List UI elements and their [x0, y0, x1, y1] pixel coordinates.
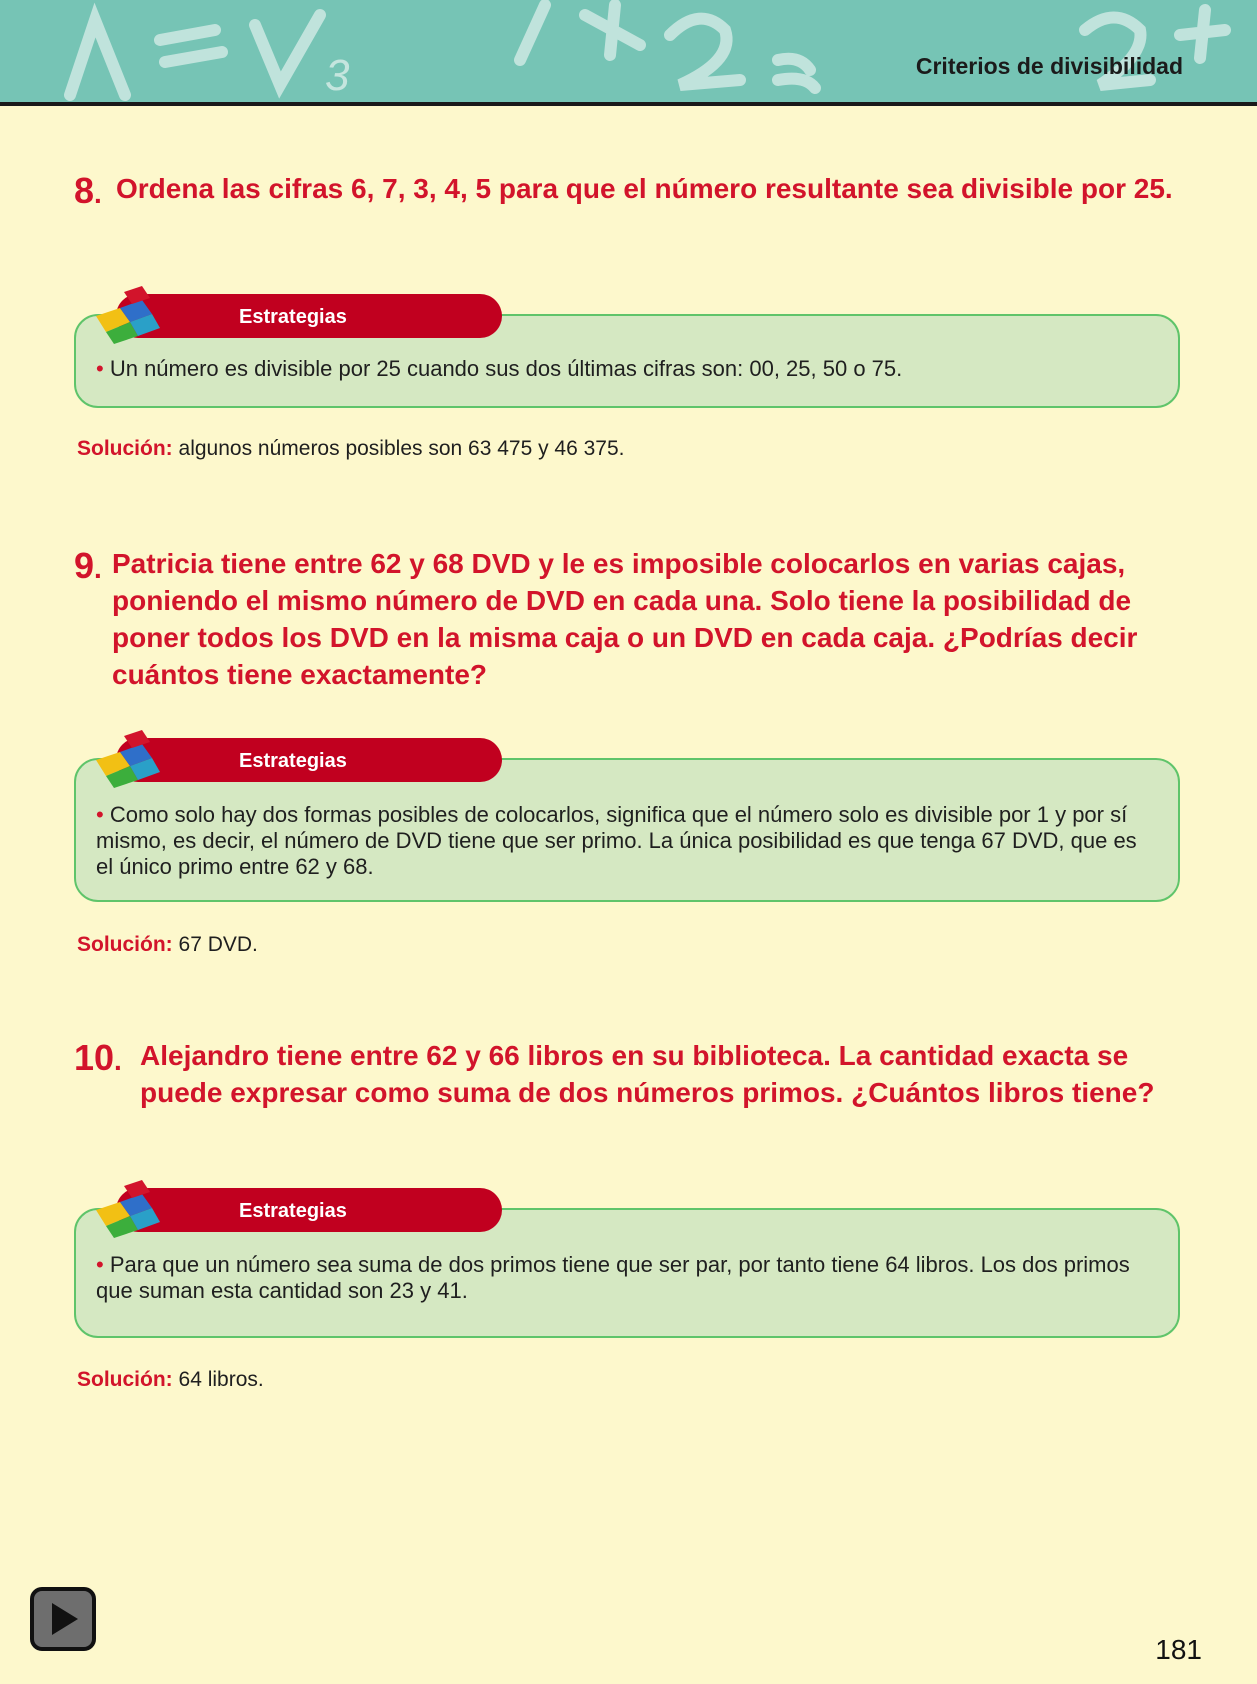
page-header: [0, 0, 1257, 106]
exercise-number-value: 10: [74, 1037, 115, 1078]
solution-text: algunos números posibles son 63 475 y 46 375.: [178, 437, 625, 460]
exercise-number: 10.: [74, 1037, 122, 1078]
strategy-box-8: [74, 294, 1184, 408]
puzzle-icon: [90, 286, 164, 346]
exercise-statement: Ordena las cifras 6, 7, 3, 4, 5 para que el número resultante sea divisible por 25.: [116, 173, 1173, 204]
strategy-label: Estrategias: [239, 750, 347, 772]
exercise-number: 9.: [74, 545, 102, 586]
strategy-box-10: [74, 1188, 1184, 1338]
exercise-number-value: 8: [74, 170, 95, 211]
chapter-title: Criterios de divisibilidad: [915, 53, 1183, 79]
exercise-10: [74, 1037, 1184, 1111]
strategy-tab: [116, 738, 502, 782]
strategy-text: • Para que un número sea suma de dos primos tiene que ser par, por tanto tiene 64 libros. Los dos primos que suman esta cantidad son 23 y 41.: [96, 1252, 1130, 1303]
solution-text: 67 DVD.: [178, 933, 258, 956]
solution-8: [77, 437, 625, 461]
strategy-tab: [116, 1188, 502, 1232]
solution-label: Solución:: [77, 1368, 173, 1391]
svg-text:3: 3: [325, 51, 350, 100]
play-button[interactable]: [30, 1587, 96, 1651]
strategy-label: Estrategias: [239, 1200, 347, 1222]
strategy-tab: [116, 294, 502, 338]
math-decoration: [0, 0, 1257, 102]
strategy-text: • Un número es divisible por 25 cuando sus dos últimas cifras son: 00, 25, 50 o 75.: [96, 356, 903, 381]
page-number: 181: [1155, 1634, 1202, 1665]
solution-text: 64 libros.: [178, 1368, 264, 1391]
play-icon: [34, 1591, 92, 1647]
strategy-text: • Como solo hay dos formas posibles de colocarlos, significa que el número solo es divisible por 1 y por sí mismo, es decir, el número de DVD tiene que ser primo. La única posibilidad es que tenga 67 DVD, que es el único primo entre 62 y 68.: [96, 802, 1137, 879]
exercise-9: [74, 545, 1184, 693]
exercise-statement: Patricia tiene entre 62 y 68 DVD y le es imposible colocarlos en varias cajas, poniendo el mismo número de DVD en cada una. Solo tiene la posibilidad de poner todos los DVD en la misma caja o un DVD en cada caja. ¿Podrías decir cuántos tiene exactamente?: [112, 548, 1138, 690]
puzzle-icon: [90, 730, 164, 790]
strategy-box-9: [74, 738, 1184, 903]
solution-label: Solución:: [77, 437, 173, 460]
solution-9: [77, 933, 258, 957]
solution-label: Solución:: [77, 933, 173, 956]
exercise-number: 8.: [74, 170, 102, 211]
puzzle-icon: [90, 1180, 164, 1240]
strategy-label: Estrategias: [239, 306, 347, 328]
exercise-statement: Alejandro tiene entre 62 y 66 libros en su biblioteca. La cantidad exacta se puede expresar como suma de dos números primos. ¿Cuántos libros tiene?: [140, 1040, 1155, 1108]
exercise-number-value: 9: [74, 545, 95, 586]
exercise-8: [74, 170, 1184, 211]
solution-10: [77, 1368, 264, 1392]
